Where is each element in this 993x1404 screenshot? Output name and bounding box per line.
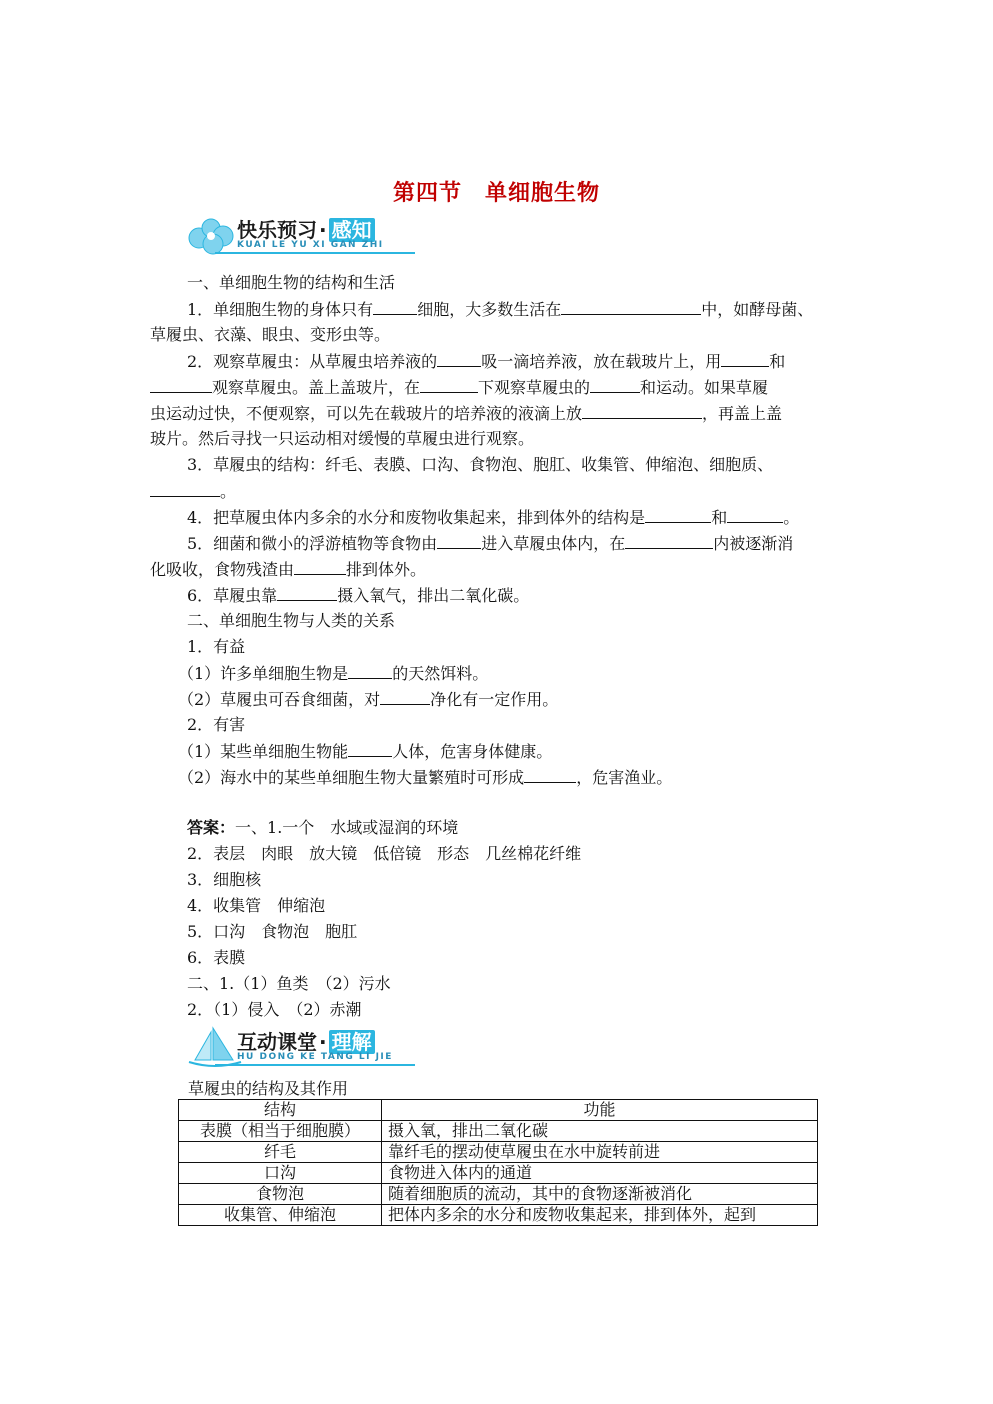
structure-cell: 表膜（相当于细胞膜） [179, 1121, 382, 1142]
question-3: 3．草履虫的结构：纤毛、表膜、口沟、食物泡、胞肛、收集管、伸缩泡、细胞质、 [187, 455, 774, 474]
answers-section [150, 815, 870, 1023]
blank[interactable] [590, 374, 640, 393]
question-2-cont: 虫运动过快，不便观察，可以先在载玻片的培养液的液滴上放 ，再盖上盖 [150, 400, 870, 426]
blank[interactable] [380, 686, 430, 705]
table-caption: 草履虫的结构及其作用 [188, 1079, 349, 1098]
answer-line: 6．表膜 [187, 948, 246, 967]
structure-cell: 结构 [179, 1100, 382, 1121]
function-cell: 食物进入体内的通道 [382, 1163, 818, 1184]
item: （2）草履虫可吞食细菌，对 净化有一定作用。 [150, 686, 870, 712]
question-6: 6．草履虫靠 摄入氧气，排出二氧化碳。 [150, 582, 870, 608]
blank[interactable] [150, 374, 212, 393]
answer-label: 答案： [187, 818, 236, 837]
structure-cell: 收集管、伸缩泡 [179, 1205, 382, 1226]
answer-line: 2．（1）侵入 （2）赤潮 [187, 1000, 362, 1019]
blank[interactable] [437, 530, 481, 549]
banner-underline [215, 1064, 415, 1066]
preview-banner [185, 212, 425, 260]
table-row [179, 1121, 818, 1142]
table-row [179, 1142, 818, 1163]
blank[interactable] [437, 348, 481, 367]
table-row [179, 1205, 818, 1226]
blank[interactable] [373, 296, 417, 315]
blank[interactable] [721, 348, 769, 367]
question-2: 2．观察草履虫：从草履虫培养液的 吸一滴培养液，放在载玻片上，用 和 [150, 348, 870, 374]
function-cell: 随着细胞质的流动，其中的食物逐渐被消化 [382, 1184, 818, 1205]
question-1: 1．单细胞生物的身体只有 细胞，大多数生活在 中，如酵母菌、 [150, 296, 870, 322]
blank[interactable] [294, 556, 346, 575]
question-5-cont: 化吸收，食物残渣由 排到体外。 [150, 556, 870, 582]
subheading: 1．有益 [187, 637, 246, 656]
blank[interactable] [645, 504, 711, 523]
blank[interactable] [561, 296, 701, 315]
item: （2）海水中的某些单细胞生物大量繁殖时可形成 ，危害渔业。 [150, 764, 870, 790]
blank[interactable] [524, 764, 576, 783]
banner-title: 互动课堂 · 理解 [237, 1026, 375, 1055]
question-5: 5．细菌和微小的浮游植物等食物由 进入草履虫体内，在 内被逐渐消 [150, 530, 870, 556]
answer-line: 3．细胞核 [187, 870, 262, 889]
banner-underline [215, 252, 415, 254]
banner-title: 快乐预习 · 感知 [237, 214, 375, 243]
section-heading: 二、单细胞生物与人类的关系 [187, 611, 396, 630]
table-header-row [179, 1100, 818, 1121]
item: （1）某些单细胞生物能 人体，危害身体健康。 [150, 738, 870, 764]
table-row [179, 1163, 818, 1184]
question-2-cont: 观察草履虫。盖上盖玻片，在 下观察草履虫的 和运动。如果草履 [150, 374, 870, 400]
blank[interactable] [348, 660, 392, 679]
blank[interactable] [625, 530, 713, 549]
banner-subtitle: HU DONG KE TANG LI JIE [237, 1052, 393, 1062]
blank[interactable] [348, 738, 392, 757]
preview-section [150, 270, 870, 790]
item: （1）许多单细胞生物是 的天然饵料。 [150, 660, 870, 686]
question-4: 4．把草履虫体内多余的水分和废物收集起来，排到体外的结构是 和 。 [150, 504, 870, 530]
blank[interactable] [150, 478, 220, 497]
question-1-cont: 草履虫、衣藻、眼虫、变形虫等。 [150, 325, 391, 344]
section-heading: 一、单细胞生物的结构和生活 [187, 273, 396, 292]
answer-line: 答案：一、1.一个 水域或湿润的环境 [187, 818, 459, 837]
structure-cell: 纤毛 [179, 1142, 382, 1163]
classroom-banner [185, 1024, 425, 1072]
blank[interactable] [727, 504, 783, 523]
table-row [179, 1184, 818, 1205]
subheading: 2．有害 [187, 715, 246, 734]
function-cell: 摄入氧，排出二氧化碳 [382, 1121, 818, 1142]
answer-line: 5．口沟 食物泡 胞肛 [187, 922, 358, 941]
blank[interactable] [582, 400, 702, 419]
blank[interactable] [420, 374, 478, 393]
question-3-cont: 。 [150, 478, 870, 504]
banner-subtitle: KUAI LE YU XI GAN ZHI [237, 240, 384, 250]
answer-line: 2．表层 肉眼 放大镜 低倍镜 形态 几丝棉花纤维 [187, 844, 582, 863]
structure-cell: 口沟 [179, 1163, 382, 1184]
answer-line: 二、1.（1）鱼类 （2）污水 [187, 974, 391, 993]
function-cell: 靠纤毛的摆动使草履虫在水中旋转前进 [382, 1142, 818, 1163]
blank[interactable] [277, 582, 337, 601]
function-cell: 功能 [382, 1100, 818, 1121]
structure-table [178, 1099, 818, 1226]
answer-line: 4．收集管 伸缩泡 [187, 896, 326, 915]
page-title: 第四节 单细胞生物 [392, 180, 600, 206]
question-2-cont: 玻片。然后寻找一只运动相对缓慢的草履虫进行观察。 [150, 429, 535, 448]
function-cell: 把体内多余的水分和废物收集起来，排到体外，起到 [382, 1205, 818, 1226]
structure-cell: 食物泡 [179, 1184, 382, 1205]
